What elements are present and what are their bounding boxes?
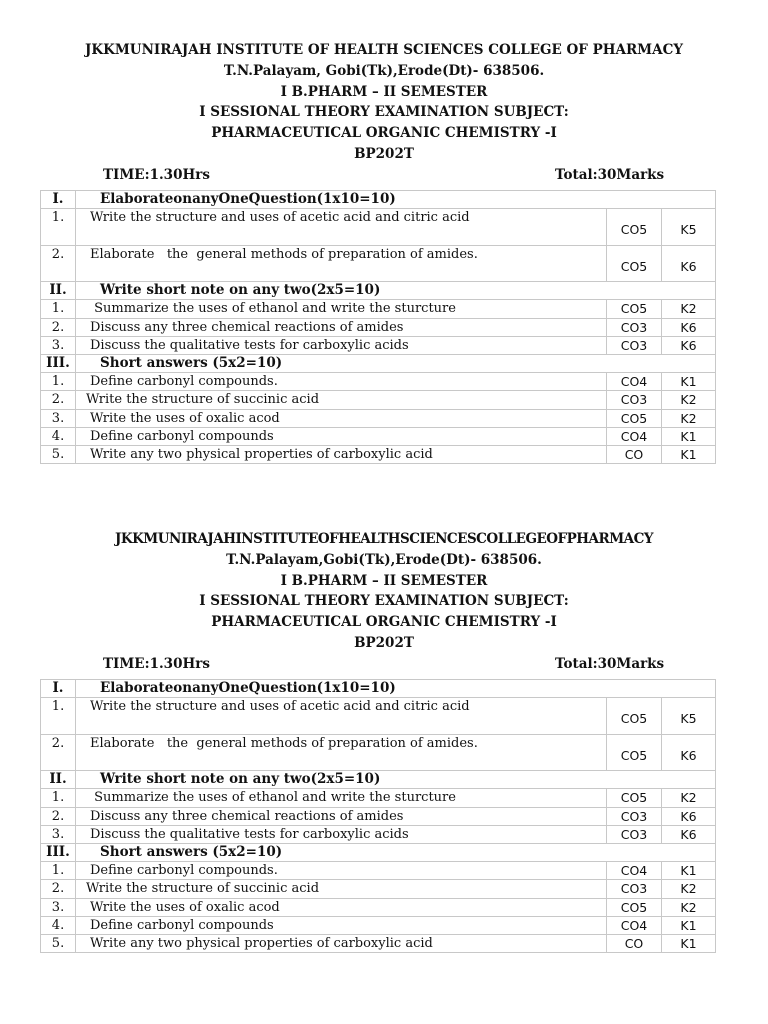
knowledge-level: K2 (662, 898, 716, 916)
course-outcome: CO3 (607, 825, 662, 843)
question-row (41, 409, 716, 427)
course-semester: I B.PHARM – II SEMESTER (280, 83, 488, 100)
question-text: Discuss the qualitative tests for carboxylic acids (76, 825, 607, 843)
question-text: Discuss any three chemical reactions of amides (76, 318, 607, 336)
question-row (41, 427, 716, 445)
course-outcome: CO3 (607, 318, 662, 336)
knowledge-level: K1 (662, 862, 716, 880)
knowledge-level: K6 (662, 245, 716, 282)
section-title: Short answers (5x2=10) (76, 843, 716, 861)
paper-header (0, 529, 768, 654)
course-outcome: CO4 (607, 427, 662, 445)
knowledge-level: K6 (662, 825, 716, 843)
subject-code: BP202T (354, 634, 414, 651)
course-outcome: CO5 (607, 409, 662, 427)
knowledge-level: K1 (662, 916, 716, 934)
subject-name: PHARMACEUTICAL ORGANIC CHEMISTRY -I (211, 614, 557, 631)
question-text: Write the structure of succinic acid (76, 391, 607, 409)
course-outcome: CO5 (607, 789, 662, 807)
section-numeral: I. (41, 191, 76, 209)
question-number: 1. (41, 209, 76, 246)
question-text: Summarize the uses of ethanol and write the sturcture (76, 300, 607, 318)
course-outcome: CO5 (607, 734, 662, 771)
question-number: 5. (41, 934, 76, 952)
question-text: Define carbonyl compounds. (76, 862, 607, 880)
paper-header (0, 40, 768, 165)
question-number: 3. (41, 898, 76, 916)
question-text: Summarize the uses of ethanol and write the sturcture (76, 789, 607, 807)
course-outcome: CO3 (607, 880, 662, 898)
question-text: Define carbonyl compounds. (76, 373, 607, 391)
exam-paper-2 (0, 529, 768, 951)
section-title: Short answers (5x2=10) (76, 354, 716, 372)
question-row (41, 825, 716, 843)
course-outcome: CO3 (607, 336, 662, 354)
question-number: 3. (41, 825, 76, 843)
section-header (41, 771, 716, 789)
subject-code: BP202T (354, 145, 414, 162)
question-row (41, 245, 716, 282)
question-text: Write the uses of oxalic acod (76, 409, 607, 427)
question-text: Discuss the qualitative tests for carboxylic acids (76, 336, 607, 354)
knowledge-level: K2 (662, 391, 716, 409)
college-address: T.N.Palayam,Gobi(Tk),Erode(Dt)- 638506. (226, 551, 542, 568)
question-row (41, 698, 716, 735)
question-text: Write the structure of succinic acid (76, 880, 607, 898)
question-row (41, 807, 716, 825)
exam-time: TIME:1.30Hrs (103, 166, 210, 183)
section-header (41, 680, 716, 698)
course-outcome: CO3 (607, 807, 662, 825)
question-row (41, 209, 716, 246)
knowledge-level: K6 (662, 336, 716, 354)
question-text: Write the uses of oxalic acod (76, 898, 607, 916)
exam-title: I SESSIONAL THEORY EXAMINATION SUBJECT: (199, 593, 569, 610)
knowledge-level: K2 (662, 880, 716, 898)
course-outcome: CO3 (607, 391, 662, 409)
question-text: Write any two physical properties of carboxylic acid (76, 445, 607, 463)
question-text: Write the structure and uses of acetic acid and citric acid (76, 209, 607, 246)
question-row (41, 898, 716, 916)
total-marks: Total:30Marks (555, 166, 665, 183)
exam-time: TIME:1.30Hrs (103, 655, 210, 672)
question-row (41, 445, 716, 463)
knowledge-level: K1 (662, 373, 716, 391)
question-number: 3. (41, 409, 76, 427)
course-outcome: CO4 (607, 862, 662, 880)
knowledge-level: K6 (662, 807, 716, 825)
course-outcome: CO4 (607, 373, 662, 391)
knowledge-level: K6 (662, 734, 716, 771)
question-row (41, 373, 716, 391)
section-header (41, 843, 716, 861)
knowledge-level: K1 (662, 445, 716, 463)
section-numeral: II. (41, 282, 76, 300)
knowledge-level: K5 (662, 698, 716, 735)
time-marks-bar (0, 165, 768, 187)
question-number: 1. (41, 373, 76, 391)
course-outcome: CO5 (607, 898, 662, 916)
question-number: 2. (41, 807, 76, 825)
section-title: Write short note on any two(2x5=10) (76, 282, 716, 300)
question-row (41, 318, 716, 336)
college-name: JKKMUNIRAJAHINSTITUTEOFHEALTHSCIENCESCOLLEGEOFPHARMACY (114, 531, 654, 547)
time-marks-bar (0, 654, 768, 676)
course-outcome: CO5 (607, 245, 662, 282)
question-row (41, 300, 716, 318)
subject-name: PHARMACEUTICAL ORGANIC CHEMISTRY -I (211, 125, 557, 142)
total-marks: Total:30Marks (555, 655, 665, 672)
question-number: 3. (41, 336, 76, 354)
question-number: 5. (41, 445, 76, 463)
question-row (41, 916, 716, 934)
section-title: ElaborateonanyOneQuestion(1x10=10) (76, 680, 716, 698)
question-row (41, 880, 716, 898)
question-text: Elaborate the general methods of preparation of amides. (76, 245, 607, 282)
question-text: Write the structure and uses of acetic acid and citric acid (76, 698, 607, 735)
knowledge-level: K1 (662, 427, 716, 445)
question-number: 1. (41, 862, 76, 880)
knowledge-level: K2 (662, 300, 716, 318)
question-text: Discuss any three chemical reactions of amides (76, 807, 607, 825)
course-outcome: CO5 (607, 300, 662, 318)
question-number: 4. (41, 427, 76, 445)
question-text: Define carbonyl compounds (76, 427, 607, 445)
question-number: 2. (41, 734, 76, 771)
section-header (41, 354, 716, 372)
question-row (41, 734, 716, 771)
question-row (41, 789, 716, 807)
question-row (41, 391, 716, 409)
knowledge-level: K5 (662, 209, 716, 246)
section-title: Write short note on any two(2x5=10) (76, 771, 716, 789)
section-numeral: III. (41, 843, 76, 861)
college-name: JKKMUNIRAJAH INSTITUTE OF HEALTH SCIENCES COLLEGE OF PHARMACY (85, 42, 683, 58)
question-number: 2. (41, 318, 76, 336)
section-header (41, 282, 716, 300)
question-row (41, 862, 716, 880)
section-numeral: I. (41, 680, 76, 698)
course-outcome: CO (607, 445, 662, 463)
question-number: 2. (41, 880, 76, 898)
question-row (41, 934, 716, 952)
knowledge-level: K6 (662, 318, 716, 336)
exam-paper-1 (0, 40, 768, 462)
knowledge-level: K1 (662, 934, 716, 952)
question-table (40, 190, 716, 464)
course-outcome: CO4 (607, 916, 662, 934)
question-number: 1. (41, 698, 76, 735)
course-outcome: CO5 (607, 698, 662, 735)
college-address: T.N.Palayam, Gobi(Tk),Erode(Dt)- 638506. (223, 62, 545, 79)
question-number: 2. (41, 245, 76, 282)
course-outcome: CO (607, 934, 662, 952)
section-numeral: III. (41, 354, 76, 372)
section-header (41, 191, 716, 209)
knowledge-level: K2 (662, 409, 716, 427)
knowledge-level: K2 (662, 789, 716, 807)
question-number: 1. (41, 789, 76, 807)
course-outcome: CO5 (607, 209, 662, 246)
question-text: Write any two physical properties of carboxylic acid (76, 934, 607, 952)
question-table (40, 679, 716, 953)
question-row (41, 336, 716, 354)
question-number: 4. (41, 916, 76, 934)
question-number: 2. (41, 391, 76, 409)
question-number: 1. (41, 300, 76, 318)
question-text: Elaborate the general methods of preparation of amides. (76, 734, 607, 771)
exam-title: I SESSIONAL THEORY EXAMINATION SUBJECT: (199, 104, 569, 121)
question-text: Define carbonyl compounds (76, 916, 607, 934)
course-semester: I B.PHARM – II SEMESTER (280, 572, 488, 589)
section-title: ElaborateonanyOneQuestion(1x10=10) (76, 191, 716, 209)
section-numeral: II. (41, 771, 76, 789)
